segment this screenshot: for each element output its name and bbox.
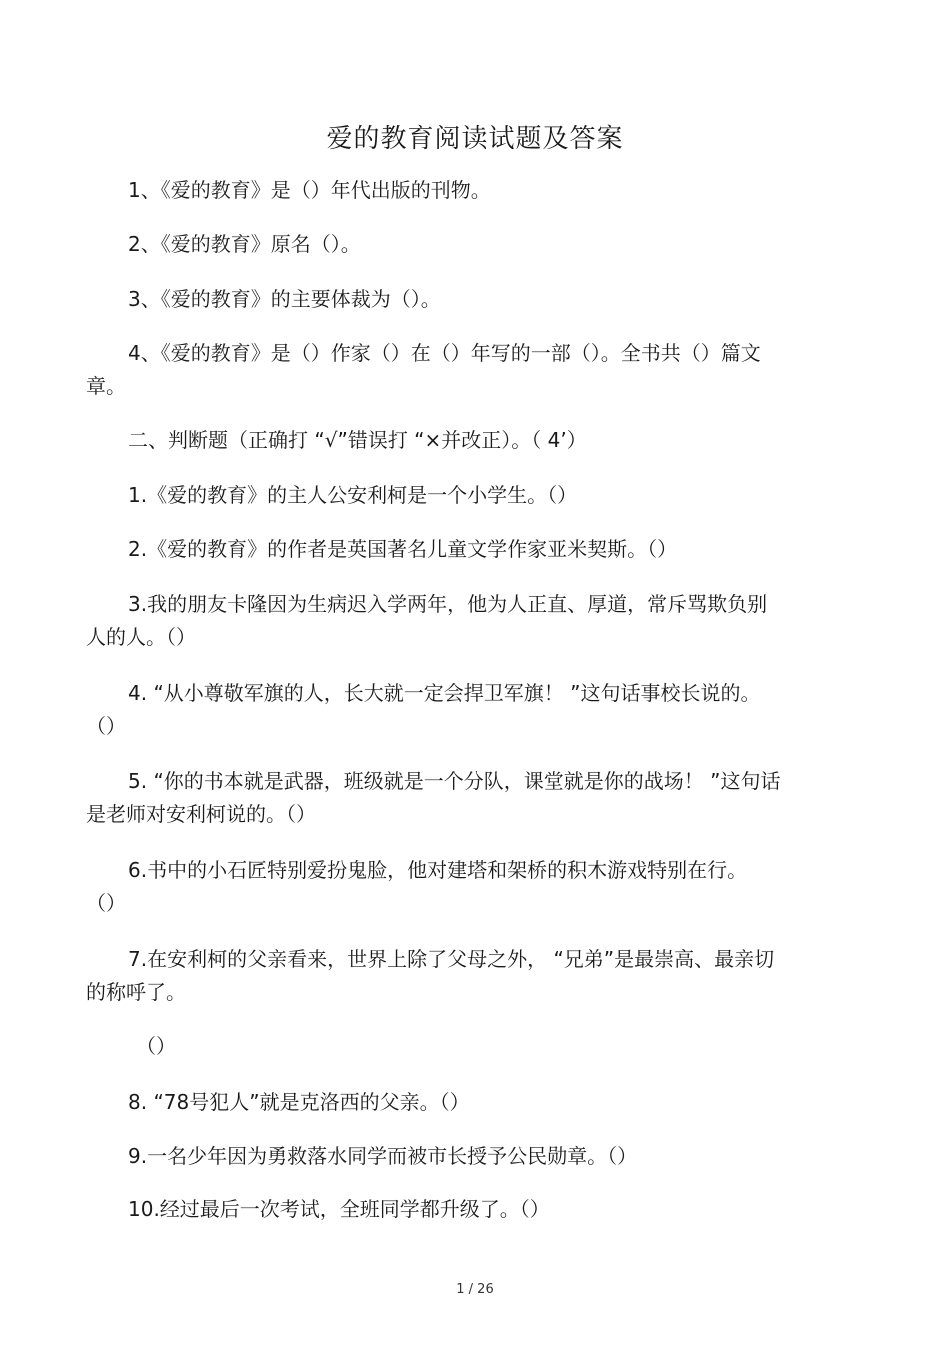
page-title: 爱的教育阅读试题及答案 (326, 124, 624, 154)
judgment-question-6: 6.书中的小石匠特别爱扮鬼脸，他对建塔和架桥的积木游戏特别在行。 (128, 858, 748, 882)
judgment-question-8: 8. “78号犯人”就是克洛西的父亲。（） (128, 1090, 470, 1114)
judgment-question-6-continuation: （） (86, 891, 126, 915)
fill-in-question-3: 3、《爱的教育》的主要体裁为（）。 (128, 287, 441, 311)
judgment-question-7-continuation: 的称呼了。 (86, 980, 186, 1004)
page-indicator: 1 / 26 (456, 1282, 494, 1297)
fill-in-question-4-continuation: 章。 (86, 374, 126, 398)
judgment-question-7: 7.在安利柯的父亲看来，世界上除了父母之外， “兄弟”是最崇高、最亲切 (128, 947, 775, 971)
judgment-question-4: 4. “从小尊敬军旗的人，长大就一定会捍卫军旗！ ”这句话事校长说的。 (128, 681, 761, 705)
judgment-question-3: 3.我的朋友卡隆因为生病迟入学两年，他为人正直、厚道，常斥骂欺负别 (128, 592, 768, 616)
judgment-question-5: 5. “你的书本就是武器，班级就是一个分队，课堂就是你的战场！ ”这句话 (128, 769, 781, 793)
judgment-question-7-answer-blank: （） (136, 1034, 176, 1058)
judgment-question-4-continuation: （） (86, 714, 126, 738)
fill-in-question-4: 4、《爱的教育》是（）作家（）在（）年写的一部（）。全书共（）篇文 (128, 341, 761, 365)
fill-in-question-1: 1、《爱的教育》是（）年代出版的刊物。 (128, 178, 491, 202)
judgment-question-1: 1.《爱的教育》的主人公安利柯是一个小学生。（） (128, 483, 578, 507)
judgment-question-3-continuation: 人的人。（） (86, 625, 196, 649)
judgment-question-5-continuation: 是老师对安利柯说的。（） (86, 802, 316, 826)
fill-in-question-2: 2、《爱的教育》原名（）。 (128, 232, 361, 256)
judgment-question-10: 10.经过最后一次考试，全班同学都升级了。（） (128, 1197, 550, 1221)
section-2-heading: 二、判断题（正确打 “√”错误打 “×并改正）。（ 4’） (128, 428, 587, 452)
judgment-question-9: 9.一名少年因为勇救落水同学而被市长授予公民勋章。（） (128, 1144, 638, 1168)
judgment-question-2: 2.《爱的教育》的作者是英国著名儿童文学作家亚米契斯。（） (128, 537, 678, 561)
